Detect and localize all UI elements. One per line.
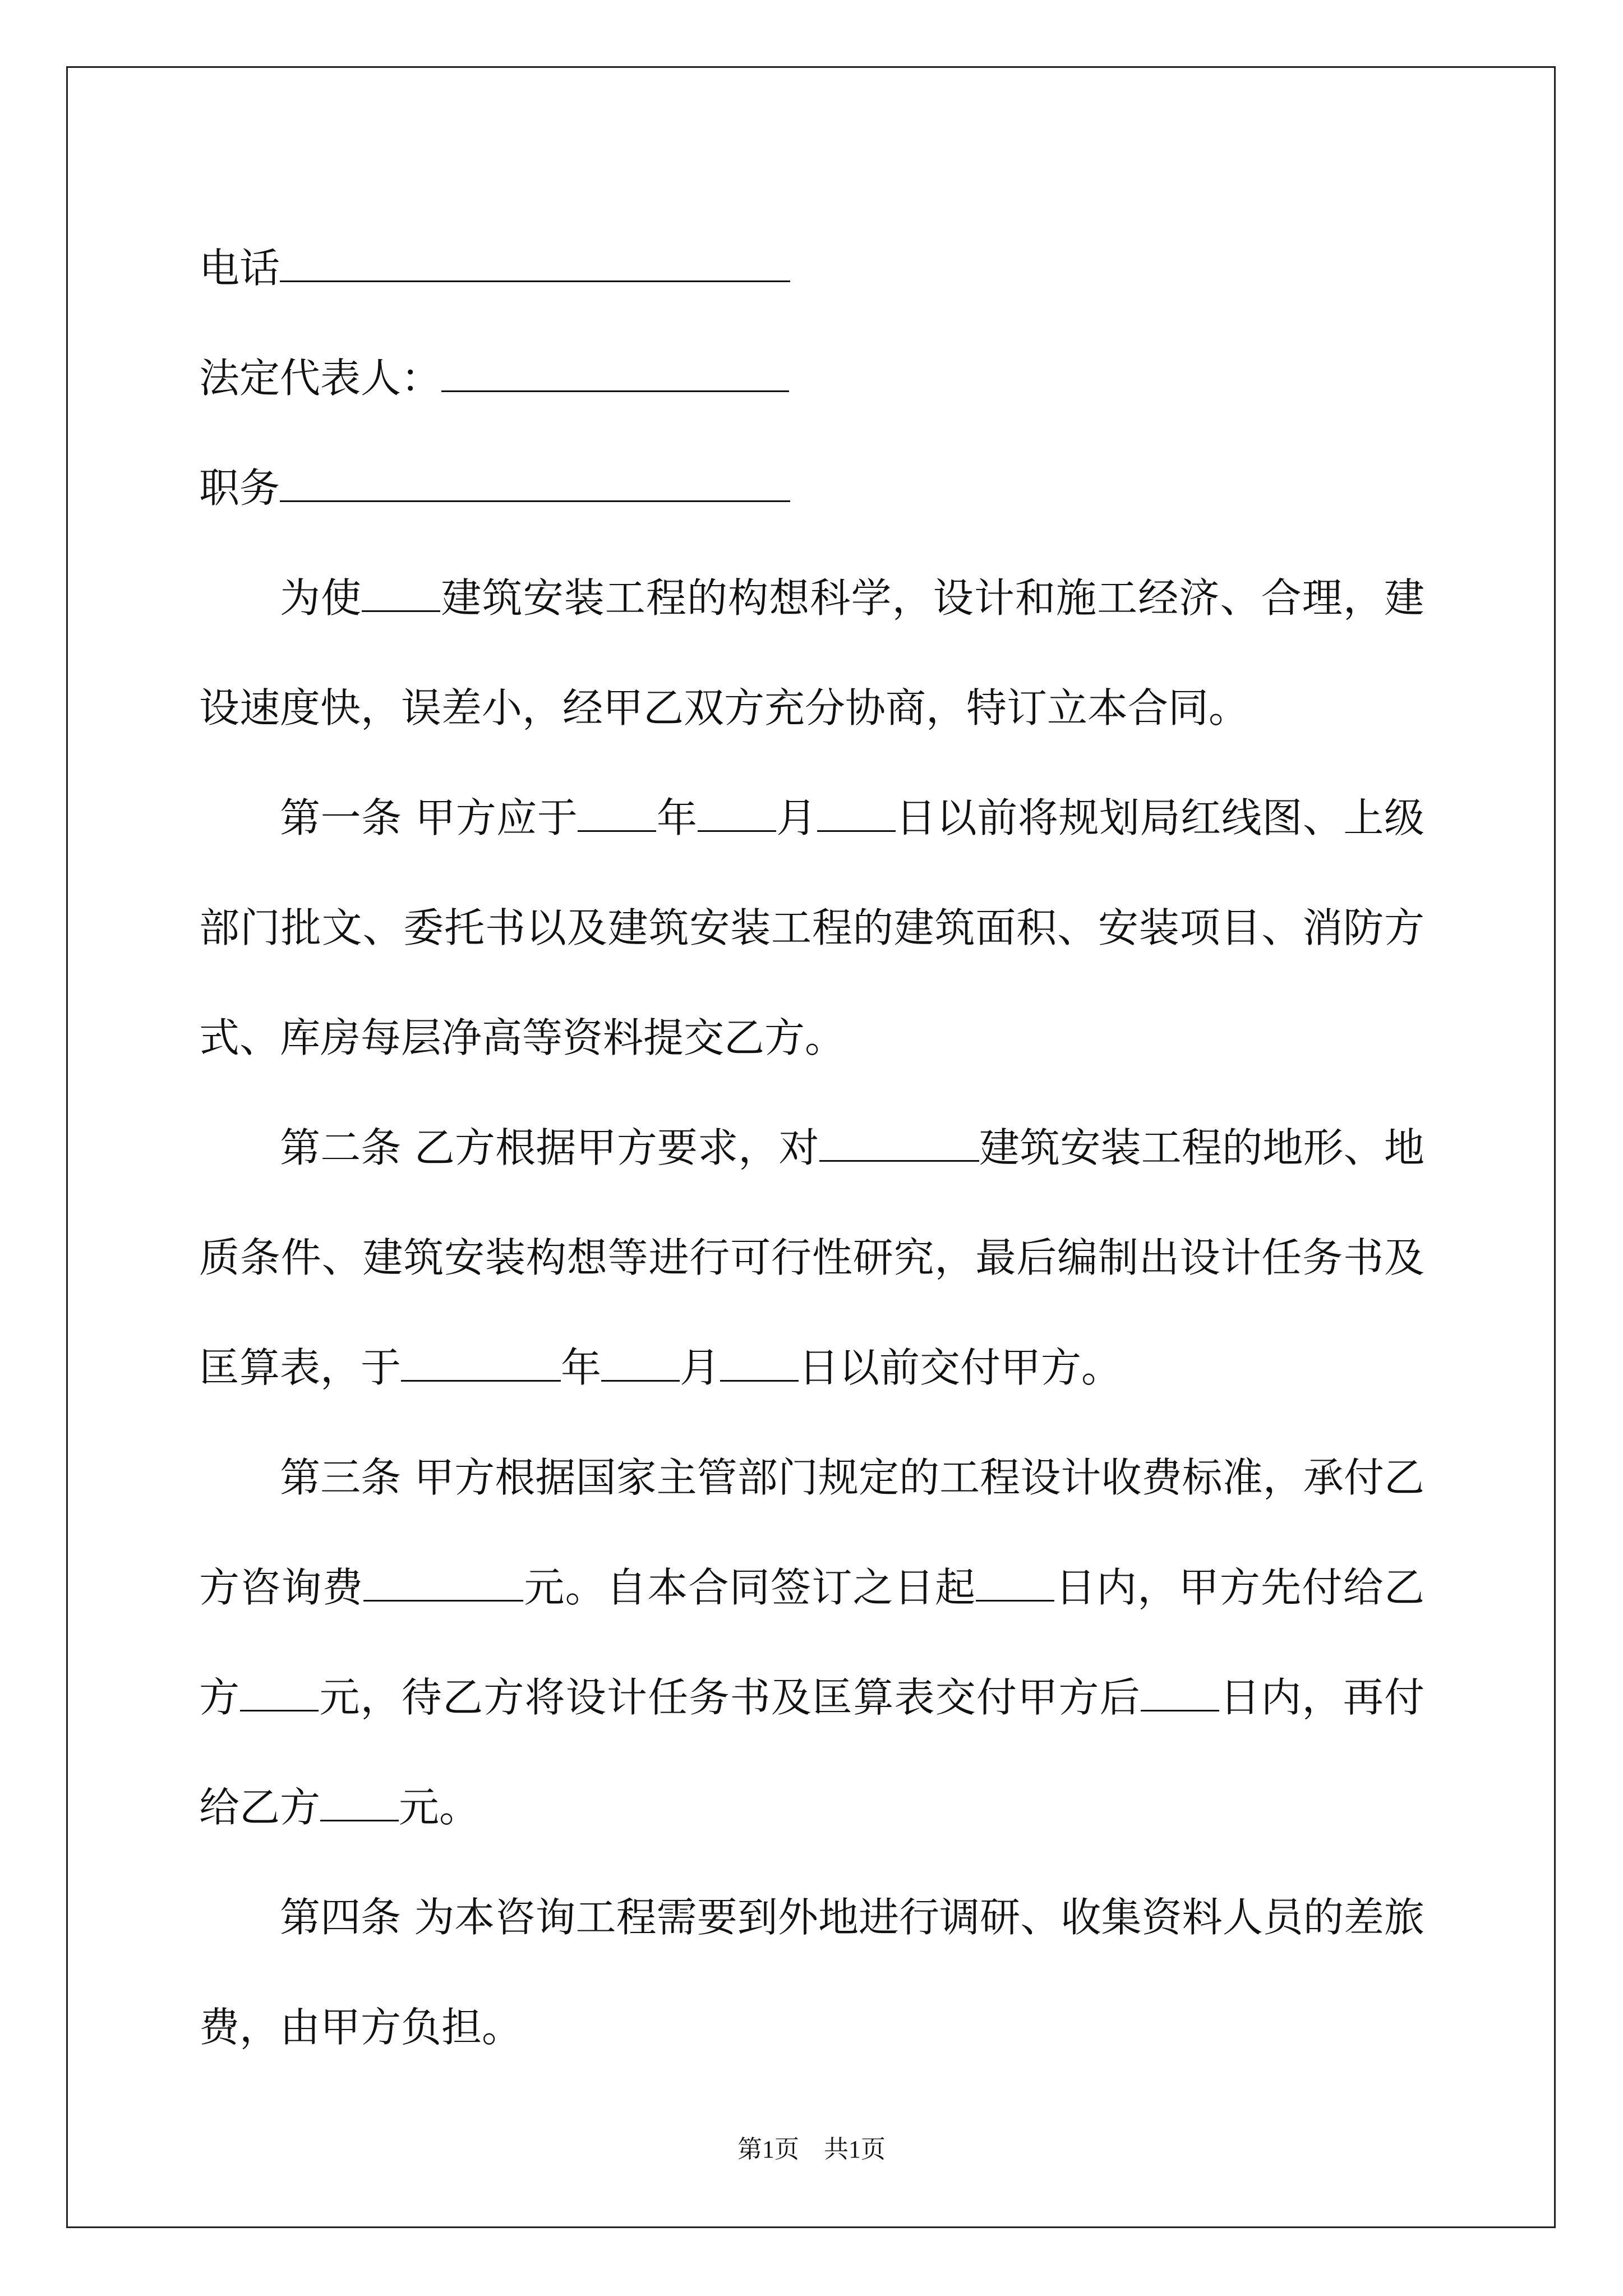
article-3: [199, 1423, 1424, 1862]
article-1-text-c: 月: [776, 794, 817, 841]
phone-label: 电话: [199, 245, 280, 292]
position-field: [199, 433, 1424, 543]
phone-blank: [280, 246, 790, 282]
article-3-first-payment-blank: [240, 1675, 319, 1711]
article-3-fee-blank: [363, 1565, 523, 1602]
legal-rep-blank: [441, 356, 789, 392]
article-2-project-blank: [819, 1125, 979, 1162]
article-3-second-payment-blank: [320, 1785, 399, 1821]
position-label: 职务: [199, 464, 280, 512]
article-2-text-e: 日以前交付甲方。: [799, 1344, 1122, 1391]
page-footer: 第1页 共1页: [737, 2136, 886, 2163]
legal-rep-field: [199, 323, 1424, 433]
article-3-days2-blank: [1141, 1675, 1219, 1711]
article-1-text-d: 日以前将规划局红线图、上级部门批文、委托书以及建筑安装工程的建筑面积、安装项目、消防方式、库房每层净高等资料提交乙方。: [199, 794, 1424, 1061]
article-1-day-blank: [817, 795, 896, 832]
article-4-text-a: 第四条 为本咨询工程需要到外地进行调研、收集资料人员的差旅费，由甲方负担。: [199, 1894, 1424, 2051]
article-2-year-blank: [401, 1345, 561, 1382]
article-2-month-blank: [601, 1345, 680, 1382]
phone-field: [199, 213, 1424, 323]
article-1-year-blank: [578, 795, 656, 832]
article-3-text-a: 第三条 甲方根据国家主管部门规定的工程设计收费标准，承付乙方咨询费: [199, 1454, 1424, 1611]
article-1-text-b: 年: [656, 794, 698, 841]
article-4: [199, 1862, 1424, 2082]
article-2-text-b: 建筑安装工程的地形、地质条件、建筑安装构想等进行可行性研究，最后编制出设计任务书及匡算表，于: [199, 1124, 1424, 1391]
intro-text-b: 建筑安装工程的构想科学，设计和施工经济、合理，建设速度快，误差小，经甲乙双方充分协商，特订立本合同。: [199, 574, 1424, 731]
intro-text-a: 为使: [280, 574, 362, 622]
article-3-days-blank: [976, 1565, 1054, 1602]
article-3-text-f: 元。: [399, 1784, 480, 1831]
article-2: [199, 1093, 1424, 1423]
article-2-day-blank: [720, 1345, 799, 1382]
article-2-text-d: 月: [680, 1344, 721, 1391]
article-1-month-blank: [698, 795, 776, 832]
document-body: [199, 213, 1424, 2082]
article-3-text-e: 日内，再付给乙方: [199, 1674, 1424, 1831]
intro-paragraph: [199, 543, 1424, 763]
legal-rep-label: 法定代表人：: [199, 355, 442, 402]
article-3-text-c: 日内，甲方先付给乙方: [199, 1564, 1424, 1721]
article-2-text-a: 第二条 乙方根据甲方要求，对: [280, 1124, 819, 1171]
article-3-text-d: 元，待乙方将设计任务书及匡算表交付甲方后: [319, 1674, 1141, 1721]
article-3-text-b: 元。自本合同签订之日起: [523, 1564, 976, 1611]
article-1: [199, 763, 1424, 1093]
project-name-blank: [362, 576, 440, 612]
article-1-text-a: 第一条 甲方应于: [280, 794, 578, 841]
position-blank: [280, 466, 790, 502]
article-2-text-c: 年: [561, 1344, 602, 1391]
